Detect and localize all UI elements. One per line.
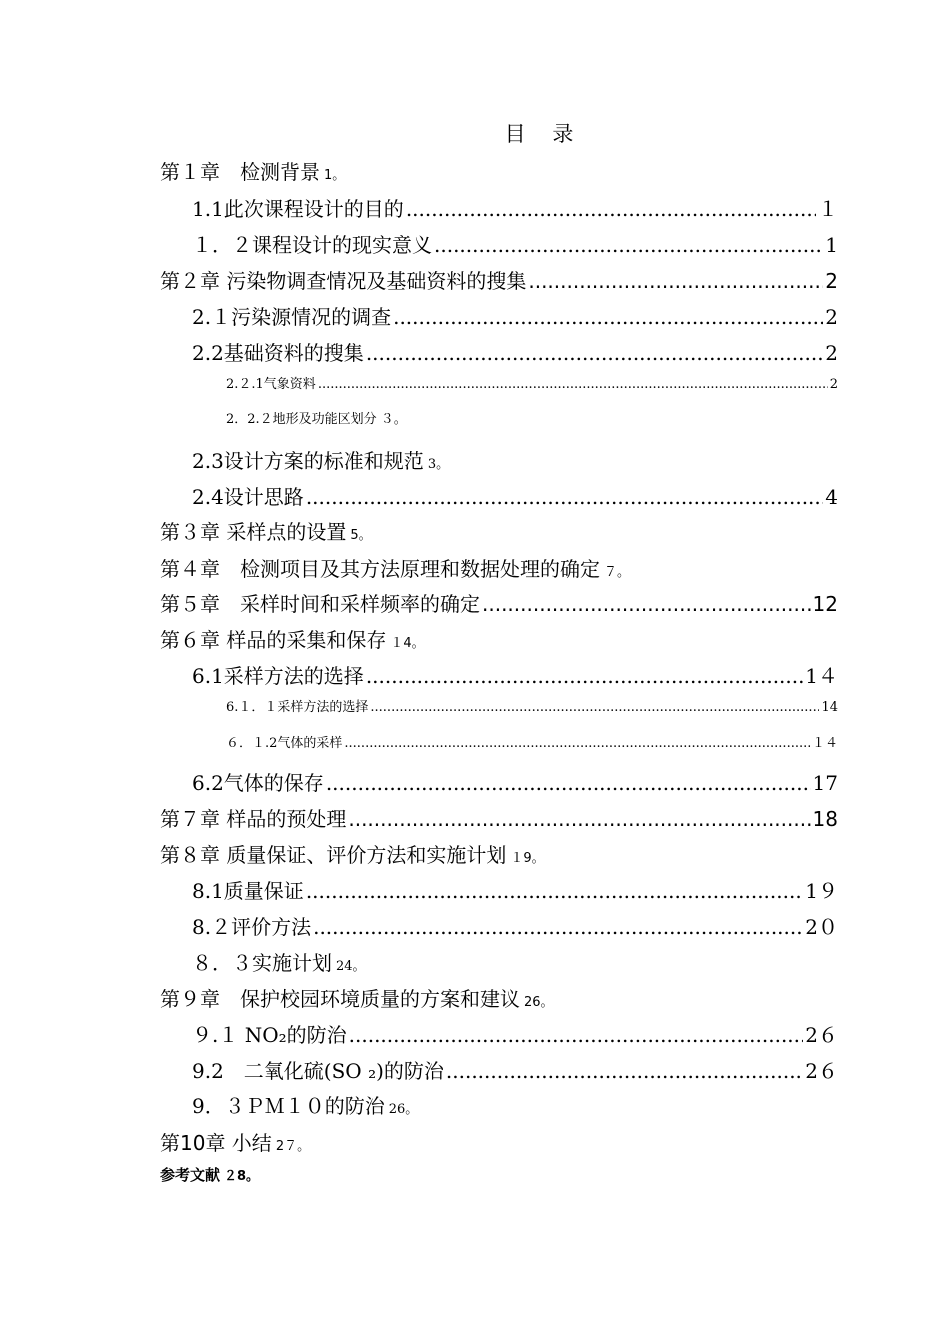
toc-entry-s21[interactable]	[192, 301, 838, 330]
toc-entry-label: 第６章 样品的采集和保存	[160, 628, 387, 652]
toc-title: 目 录	[504, 122, 584, 146]
toc-entry-s82[interactable]	[192, 911, 838, 940]
toc-entry-page-suffix: 3。	[427, 457, 450, 472]
toc-entry-label: 2.２.1气象资料	[226, 377, 316, 392]
dot-leader	[348, 807, 810, 831]
toc-entry-label: 第２章 污染物调查情况及基础资料的搜集	[160, 269, 527, 293]
toc-entry-page: 1４	[805, 664, 838, 688]
toc-entry-s612[interactable]	[226, 732, 838, 751]
toc-entry-page: １４	[811, 736, 838, 751]
toc-entry-c6[interactable]	[160, 624, 425, 653]
toc-entry-label: 第10章 小结	[160, 1131, 272, 1155]
toc-entry-c4[interactable]	[160, 553, 630, 582]
toc-entry-s93[interactable]	[192, 1090, 418, 1119]
toc-entry-page-suffix: 5。	[350, 528, 372, 543]
toc-entry-s91[interactable]	[192, 1019, 838, 1048]
toc-entry-s611[interactable]	[226, 696, 838, 715]
dot-leader	[306, 879, 803, 903]
toc-entry-c9[interactable]	[160, 983, 554, 1012]
toc-entry-label: 第３章 采样点的设置	[160, 520, 347, 544]
toc-entry-page: 18	[812, 807, 838, 831]
toc-entry-label: 8.1质量保证	[192, 879, 304, 903]
toc-entry-s92[interactable]	[192, 1055, 838, 1084]
toc-entry-s81[interactable]	[192, 875, 838, 904]
toc-entry-label: 第９章 保护校园环境质量的方案和建议	[160, 987, 520, 1011]
toc-entry-page-suffix: 2７。	[275, 1139, 311, 1154]
toc-entry-page: 1９	[805, 879, 838, 903]
toc-entry-label: 6.１．１采样方法的选择	[226, 700, 369, 715]
toc-entry-c1[interactable]	[160, 156, 345, 185]
toc-entry-page-suffix: 24。	[336, 959, 366, 974]
toc-entry-label: １．２课程设计的现实意义	[192, 233, 432, 257]
toc-entry-page: １	[818, 197, 838, 221]
dot-leader	[306, 485, 823, 509]
toc-entry-s222[interactable]	[226, 408, 407, 427]
toc-entry-label: 9.2 二氧化硫(SO ₂)的防治	[192, 1059, 444, 1083]
toc-entry-label: 9．３ＰＭ１０的防治	[192, 1094, 385, 1118]
dot-leader	[349, 1023, 804, 1047]
toc-entry-page: 2６	[805, 1059, 838, 1083]
dot-leader	[366, 664, 803, 688]
toc-entry-s11[interactable]	[192, 193, 838, 222]
toc-entry-page: 14	[821, 700, 838, 715]
toc-entry-label: 参考文献	[160, 1166, 221, 1184]
dot-leader	[406, 197, 816, 221]
toc-entry-label: 2.１污染源情况的调查	[192, 305, 392, 329]
toc-entry-s22[interactable]	[192, 337, 838, 366]
toc-entry-page-suffix: １4。	[390, 636, 425, 651]
toc-entry-page-suffix: ２8。	[224, 1169, 260, 1184]
toc-entry-page: 2	[825, 269, 838, 293]
toc-entry-c5[interactable]	[160, 588, 838, 617]
toc-entry-label: 1.1此次课程设计的目的	[192, 197, 404, 221]
dot-leader	[482, 592, 811, 616]
dot-leader	[366, 341, 823, 365]
toc-entry-s83[interactable]	[192, 947, 366, 976]
toc-entry-page-suffix: ３。	[380, 412, 407, 427]
toc-entry-label: 8.２评价方法	[192, 915, 312, 939]
toc-entry-label: 6.2气体的保存	[192, 771, 324, 795]
toc-entry-page-suffix: １9。	[510, 851, 545, 866]
toc-entry-label: 第１章 检测背景	[160, 160, 320, 184]
toc-entry-s12[interactable]	[192, 229, 838, 258]
toc-entry-page: 2	[825, 305, 838, 329]
toc-entry-page: 2０	[805, 915, 838, 939]
toc-entry-page: 2	[825, 341, 838, 365]
toc-entry-label: ９.１ NO₂的防治	[192, 1023, 347, 1047]
toc-entry-page-suffix: 1。	[324, 168, 346, 183]
toc-entry-c3[interactable]	[160, 516, 372, 545]
dot-leader	[446, 1059, 803, 1083]
toc-entry-s24[interactable]	[192, 481, 838, 510]
toc-entry-label: 第４章 检测项目及其方法原理和数据处理的确定	[160, 557, 600, 581]
toc-entry-c2[interactable]	[160, 265, 838, 294]
dot-leader	[344, 736, 810, 751]
toc-entry-label: 2．2.２地形及功能区划分	[226, 412, 377, 427]
toc-entry-page: 12	[812, 592, 838, 616]
toc-entry-label: 2.2基础资料的搜集	[192, 341, 364, 365]
dot-leader	[370, 700, 819, 715]
toc-entry-label: 第５章 采样时间和采样频率的确定	[160, 592, 480, 616]
toc-entry-s62[interactable]	[192, 767, 838, 796]
toc-entry-page: 2	[829, 377, 838, 392]
toc-entry-s61[interactable]	[192, 660, 838, 689]
toc-entry-s221[interactable]	[226, 373, 838, 392]
toc-entry-label: 2.3设计方案的标准和规范	[192, 449, 424, 473]
toc-entry-c8[interactable]	[160, 839, 545, 868]
dot-leader	[326, 771, 811, 795]
toc-entry-label: 2.4设计思路	[192, 485, 304, 509]
toc-entry-page: 1	[825, 233, 838, 257]
toc-entry-c10[interactable]	[160, 1127, 310, 1156]
toc-entry-c7[interactable]	[160, 803, 838, 832]
toc-entry-s23[interactable]	[192, 445, 449, 474]
toc-entry-label: ８．３实施计划	[192, 951, 332, 975]
toc-entry-page-suffix: 26。	[524, 995, 554, 1010]
toc-entry-page-suffix: ７。	[604, 565, 631, 580]
dot-leader	[318, 377, 828, 392]
toc-entry-label: 第７章 样品的预处理	[160, 807, 347, 831]
toc-entry-label: 第８章 质量保证、评价方法和实施计划	[160, 843, 507, 867]
toc-entry-page: 4	[825, 485, 838, 509]
toc-entry-label: ６．１.2气体的采样	[226, 736, 343, 751]
toc-entry-ref[interactable]	[160, 1164, 259, 1185]
dot-leader	[434, 233, 823, 257]
toc-entry-label: 6.1采样方法的选择	[192, 664, 364, 688]
toc-entry-page: 2６	[805, 1023, 838, 1047]
dot-leader	[393, 305, 823, 329]
toc-entry-page-suffix: 26。	[388, 1102, 419, 1117]
dot-leader	[313, 915, 803, 939]
toc-entry-page: 17	[812, 771, 838, 795]
dot-leader	[528, 269, 823, 293]
